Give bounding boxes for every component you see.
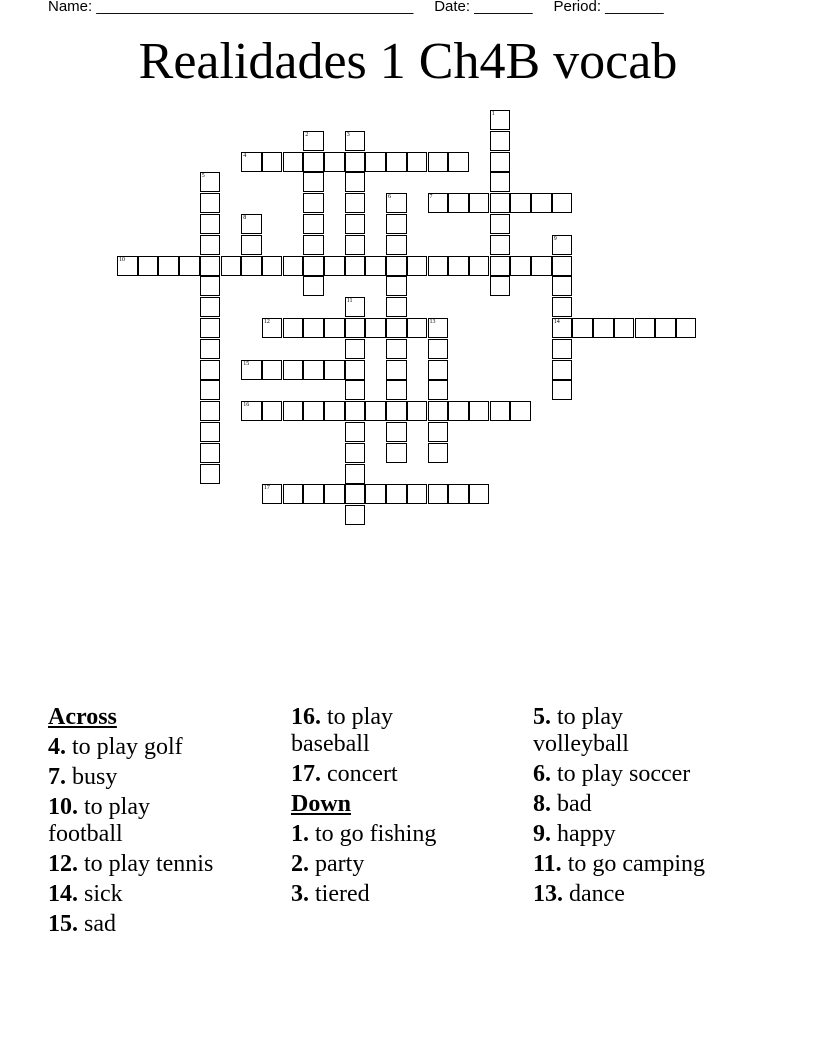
grid-cell[interactable] (200, 380, 221, 400)
grid-cell[interactable] (303, 276, 324, 296)
grid-cell[interactable] (386, 152, 407, 172)
name-field-label: Name: ______________________________________ (48, 0, 414, 15)
grid-cell[interactable] (345, 235, 366, 255)
clue-number: 7 (429, 194, 433, 201)
grid-cell[interactable] (262, 484, 283, 504)
clue-number: 8 (243, 215, 247, 221)
grid-cell[interactable] (262, 256, 283, 276)
grid-cell[interactable] (345, 318, 366, 338)
grid-cell[interactable] (407, 401, 428, 421)
grid-cell[interactable] (552, 360, 573, 380)
grid-cell[interactable] (386, 193, 407, 213)
grid-cell[interactable] (614, 318, 635, 338)
grid-cell[interactable] (428, 193, 449, 213)
grid-cell[interactable] (345, 360, 366, 380)
clue-down-2: 2. party (291, 851, 365, 877)
grid-cell[interactable] (676, 318, 697, 338)
clues-column-1 (48, 704, 268, 941)
clues-column-2 (291, 704, 491, 911)
grid-cell[interactable] (490, 276, 511, 296)
grid-cell[interactable] (241, 360, 262, 380)
grid-cell[interactable] (386, 443, 407, 463)
grid-cell[interactable] (448, 256, 469, 276)
grid-cell[interactable] (365, 401, 386, 421)
grid-cell[interactable] (552, 193, 573, 213)
grid-cell[interactable] (345, 443, 366, 463)
grid-cell[interactable] (200, 464, 221, 484)
grid-cell[interactable] (200, 422, 221, 442)
grid-cell[interactable] (365, 318, 386, 338)
clue-number: 17 (263, 485, 270, 492)
grid-cell[interactable] (552, 235, 573, 255)
grid-cell[interactable] (345, 172, 366, 192)
grid-cell[interactable] (345, 193, 366, 213)
down-heading: Down (291, 791, 352, 817)
grid-cell[interactable] (469, 401, 490, 421)
clue-across-17: 17. concert (291, 761, 398, 787)
grid-cell[interactable] (490, 235, 511, 255)
grid-cell[interactable] (552, 256, 573, 276)
grid-cell[interactable] (345, 422, 366, 442)
grid-cell[interactable] (386, 360, 407, 380)
grid-cell[interactable] (365, 256, 386, 276)
grid-cell[interactable] (262, 360, 283, 380)
page-title: Realidades 1 Ch4B vocab (138, 33, 678, 90)
grid-cell[interactable] (200, 256, 221, 276)
grid-cell[interactable] (345, 214, 366, 234)
grid-cell[interactable] (428, 401, 449, 421)
clue-number: 10 (119, 256, 125, 263)
clue-across-10: 10. to play football (48, 794, 150, 847)
grid-cell[interactable] (531, 193, 552, 213)
date-field-label: Date: _______ (434, 0, 533, 15)
grid-cell[interactable] (283, 318, 304, 338)
clue-number: 3 (346, 131, 350, 138)
grid-cell[interactable] (158, 256, 179, 276)
grid-cell[interactable] (303, 235, 324, 255)
grid-cell[interactable] (510, 256, 531, 276)
grid-cell[interactable] (469, 193, 490, 213)
grid-cell[interactable] (324, 256, 345, 276)
grid-cell[interactable] (552, 318, 573, 338)
grid-cell[interactable] (552, 276, 573, 296)
grid-cell[interactable] (386, 484, 407, 504)
grid-cell[interactable] (469, 256, 490, 276)
grid-cell[interactable] (303, 214, 324, 234)
grid-cell[interactable] (386, 297, 407, 317)
grid-cell[interactable] (324, 360, 345, 380)
grid-cell[interactable] (448, 484, 469, 504)
grid-cell[interactable] (200, 297, 221, 317)
clue-number: 14 (553, 319, 560, 325)
grid-cell[interactable] (386, 380, 407, 400)
clue-down-3: 3. tiered (291, 881, 370, 907)
grid-cell[interactable] (241, 152, 262, 172)
clue-number: 5 (201, 173, 205, 180)
grid-cell[interactable] (283, 401, 304, 421)
grid-cell[interactable] (407, 152, 428, 172)
grid-cell[interactable] (386, 422, 407, 442)
grid-cell[interactable] (428, 422, 449, 442)
grid-cell[interactable] (345, 484, 366, 504)
grid-cell[interactable] (365, 484, 386, 504)
grid-cell[interactable] (303, 484, 324, 504)
clue-number: 9 (553, 235, 557, 242)
clue-number: 16 (243, 402, 250, 409)
clue-across-12: 12. to play tennis (48, 851, 214, 877)
across-heading: Across (48, 704, 117, 730)
grid-cell[interactable] (262, 318, 283, 338)
clue-number: 6 (388, 194, 392, 201)
clue-number: 12 (263, 319, 270, 325)
clue-across-7: 7. busy (48, 764, 118, 790)
clue-number: 13 (429, 319, 436, 325)
grid-cell[interactable] (428, 360, 449, 380)
grid-cell[interactable] (283, 152, 304, 172)
grid-cell[interactable] (490, 110, 511, 130)
grid-cell[interactable] (428, 380, 449, 400)
grid-cell[interactable] (303, 318, 324, 338)
grid-cell[interactable] (407, 318, 428, 338)
grid-cell[interactable] (448, 401, 469, 421)
grid-cell[interactable] (283, 360, 304, 380)
grid-cell[interactable] (324, 401, 345, 421)
grid-cell[interactable] (490, 256, 511, 276)
clue-number: 15 (243, 360, 250, 367)
grid-cell[interactable] (386, 235, 407, 255)
grid-cell[interactable] (303, 256, 324, 276)
grid-cell[interactable] (490, 401, 511, 421)
grid-cell[interactable] (324, 318, 345, 338)
grid-cell[interactable] (303, 131, 324, 151)
grid-cell[interactable] (200, 276, 221, 296)
grid-cell[interactable] (241, 401, 262, 421)
clues-column-3 (533, 704, 763, 911)
grid-cell[interactable] (490, 172, 511, 192)
grid-cell[interactable] (428, 484, 449, 504)
clue-across-4: 4. to play golf (48, 734, 183, 760)
clue-across-16: 16. to play baseball (291, 704, 393, 757)
grid-cell[interactable] (428, 256, 449, 276)
grid-cell[interactable] (241, 214, 262, 234)
clue-down-11: 11. to go camping (533, 851, 705, 877)
grid-cell[interactable] (200, 193, 221, 213)
grid-cell[interactable] (386, 339, 407, 359)
grid-cell[interactable] (303, 401, 324, 421)
grid-cell[interactable] (490, 193, 511, 213)
grid-cell[interactable] (303, 172, 324, 192)
period-field-label: Period: _______ (553, 0, 664, 15)
clue-down-8: 8. bad (533, 791, 592, 817)
grid-cell[interactable] (490, 131, 511, 151)
grid-cell[interactable] (572, 318, 593, 338)
grid-cell[interactable] (200, 401, 221, 421)
grid-cell[interactable] (365, 152, 386, 172)
grid-cell[interactable] (593, 318, 614, 338)
grid-cell[interactable] (179, 256, 200, 276)
grid-cell[interactable] (386, 256, 407, 276)
grid-cell[interactable] (448, 193, 469, 213)
grid-cell[interactable] (200, 360, 221, 380)
grid-cell[interactable] (345, 505, 366, 525)
grid-cell[interactable] (324, 484, 345, 504)
grid-cell[interactable] (510, 193, 531, 213)
grid-cell[interactable] (469, 484, 490, 504)
grid-cell[interactable] (490, 214, 511, 234)
grid-cell[interactable] (345, 464, 366, 484)
grid-cell[interactable] (200, 339, 221, 359)
grid-cell[interactable] (655, 318, 676, 338)
grid-cell[interactable] (303, 152, 324, 172)
grid-cell[interactable] (221, 256, 242, 276)
grid-cell[interactable] (386, 276, 407, 296)
grid-cell[interactable] (386, 318, 407, 338)
clue-across-14: 14. sick (48, 881, 123, 907)
grid-cell[interactable] (386, 214, 407, 234)
grid-cell[interactable] (345, 339, 366, 359)
grid-cell[interactable] (200, 172, 221, 192)
grid-cell[interactable] (428, 318, 449, 338)
grid-cell[interactable] (345, 131, 366, 151)
grid-cell[interactable] (552, 339, 573, 359)
grid-cell[interactable] (386, 401, 407, 421)
grid-cell[interactable] (241, 256, 262, 276)
grid-cell[interactable] (635, 318, 656, 338)
grid-cell[interactable] (428, 339, 449, 359)
grid-cell[interactable] (262, 401, 283, 421)
grid-cell[interactable] (510, 401, 531, 421)
grid-cell[interactable] (138, 256, 159, 276)
clue-down-1: 1. to go fishing (291, 821, 437, 847)
grid-cell[interactable] (283, 256, 304, 276)
clue-down-13: 13. dance (533, 881, 625, 907)
grid-cell[interactable] (531, 256, 552, 276)
clue-down-6: 6. to play soccer (533, 761, 691, 787)
grid-cell[interactable] (200, 235, 221, 255)
grid-cell[interactable] (345, 297, 366, 317)
grid-cell[interactable] (345, 256, 366, 276)
grid-cell[interactable] (303, 193, 324, 213)
clue-number: 4 (243, 152, 247, 159)
grid-cell[interactable] (552, 380, 573, 400)
grid-cell[interactable] (428, 443, 449, 463)
clue-number: 2 (305, 131, 309, 138)
grid-cell[interactable] (345, 401, 366, 421)
grid-cell[interactable] (241, 235, 262, 255)
grid-cell[interactable] (448, 152, 469, 172)
clue-down-5: 5. to play volleyball (533, 704, 629, 757)
grid-cell[interactable] (200, 318, 221, 338)
grid-cell[interactable] (200, 214, 221, 234)
grid-cell[interactable] (283, 484, 304, 504)
grid-cell[interactable] (407, 484, 428, 504)
grid-cell[interactable] (552, 297, 573, 317)
grid-cell[interactable] (117, 256, 138, 276)
grid-cell[interactable] (428, 152, 449, 172)
grid-cell[interactable] (345, 380, 366, 400)
grid-cell[interactable] (200, 443, 221, 463)
clue-number: 1 (491, 111, 495, 117)
grid-cell[interactable] (303, 360, 324, 380)
grid-cell[interactable] (345, 152, 366, 172)
grid-cell[interactable] (407, 256, 428, 276)
clue-number: 11 (346, 298, 353, 305)
grid-cell[interactable] (490, 152, 511, 172)
grid-cell[interactable] (324, 152, 345, 172)
clue-down-9: 9. happy (533, 821, 616, 847)
grid-cell[interactable] (262, 152, 283, 172)
clue-across-15: 15. sad (48, 911, 116, 937)
